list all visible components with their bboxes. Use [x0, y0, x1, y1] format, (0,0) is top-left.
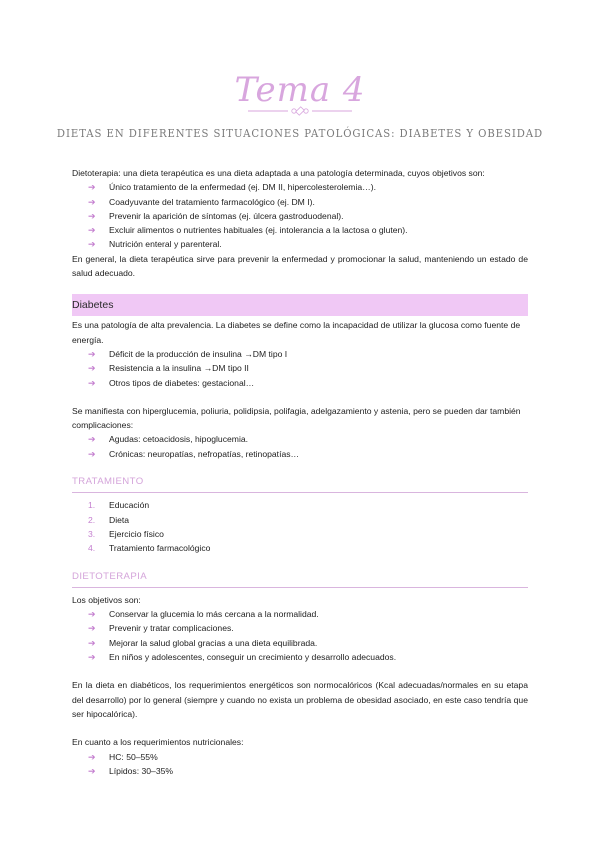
- list-item: 4. Tratamiento farmacológico: [88, 543, 211, 554]
- requirements-list: [72, 750, 528, 779]
- list-item: ➔ Lípidos: 30–35%: [72, 764, 528, 778]
- diet-paragraph: En la dieta en diabéticos, los requerimientos energéticos son normocalóricos (Kcal adecuadas/normales en su etapa del desarrollo) por lo general (siempre y cuando no exista un problema de obesidad asociado, en este caso tendría que ser hipocalórica).: [72, 680, 528, 719]
- arrow-right-icon: ➔: [88, 652, 96, 663]
- arrow-right-icon: ➔: [88, 751, 96, 762]
- list-item: 3. Ejercicio físico: [88, 528, 164, 539]
- list-item: ➔ Resistencia a la insulina →DM tipo II: [72, 361, 528, 375]
- list-item: ➔ En niños y adolescentes, conseguir un crecimiento y desarrollo adecuados.: [72, 650, 528, 664]
- arrow-right-icon: ➔: [88, 182, 96, 193]
- arrow-right-icon: ➔: [88, 609, 96, 620]
- arrow-right-icon: ➔: [88, 448, 96, 459]
- arrow-right-icon: ➔: [88, 363, 96, 374]
- list-item: ➔ Prevenir la aparición de síntomas (ej. úlcera gastroduodenal).: [72, 209, 528, 223]
- arrow-right-icon: ➔: [88, 377, 96, 388]
- list-item: 1. Educación: [88, 500, 150, 511]
- objectives-list: [72, 607, 528, 664]
- list-item: ➔ Excluir alimentos o nutrientes habituales (ej. intolerancia a la lactosa o gluten).: [72, 223, 528, 237]
- list-item: ➔ Crónicas: neuropatías, nefropatías, retinopatías…: [72, 447, 528, 461]
- page-subtitle: DIETAS EN DIFERENTES SITUACIONES PATOLÓGICAS: DIABETES Y OBESIDAD: [56, 127, 544, 140]
- arrow-right-icon: ➔: [88, 239, 96, 250]
- document-body: [72, 166, 528, 778]
- list-item: 2. Dieta: [88, 514, 130, 525]
- arrow-right-icon: ➔: [88, 765, 96, 776]
- list-item: ➔ Mejorar la salud global gracias a una dieta equilibrada.: [72, 636, 528, 650]
- arrow-right-icon: ➔: [88, 623, 96, 634]
- arrow-right-icon: ➔: [88, 196, 96, 207]
- intro-closing: En general, la dieta terapéutica sirve para prevenir la enfermedad y promocionar la salud, manteniendo un estado de salud adecuado.: [72, 253, 528, 279]
- list-item: ➔ Conservar la glucemia lo más cercana a la normalidad.: [72, 607, 528, 621]
- section-heading-diabetes: Diabetes: [72, 294, 528, 316]
- list-item: ➔ Déficit de la producción de insulina →DM tipo I: [72, 347, 528, 361]
- list-item: ➔ Coadyuvante del tratamiento farmacológico (ej. DM I).: [72, 195, 528, 209]
- arrow-right-icon: ➔: [88, 210, 96, 221]
- list-item: ➔ Prevenir y tratar complicaciones.: [72, 621, 528, 635]
- diabetes-manifest: Se manifiesta con hiperglucemia, poliuria, polidipsia, polifagia, adelgazamiento y astenia, pero se pueden dar también complicaciones:: [72, 405, 521, 431]
- list-item: ➔ HC: 50–55%: [72, 750, 528, 764]
- diabetes-types-list: [72, 347, 528, 390]
- complications-list: [72, 432, 528, 461]
- intro-text: Dietoterapia: una dieta terapéutica es una dieta adaptada a una patología determinada, cuyos objetivos son:: [72, 168, 485, 178]
- list-item: ➔ Nutrición enteral y parenteral.: [72, 237, 528, 251]
- list-item: ➔ Único tratamiento de la enfermedad (ej. DM II, hipercolesterolemia…).: [72, 180, 528, 194]
- requirements-label: En cuanto a los requerimientos nutricionales:: [72, 737, 244, 748]
- diabetes-definition: Es una patología de alta prevalencia. La diabetes se define como la incapacidad de utilizar la glucosa como fuente de energía.: [72, 320, 521, 345]
- arrow-right-icon: ➔: [88, 348, 96, 359]
- arrow-right-icon: ➔: [88, 225, 96, 236]
- tratamiento-list: [72, 498, 528, 555]
- section-heading-tratamiento: TRATAMIENTO: [72, 475, 528, 493]
- list-item: ➔ Agudas: cetoacidosis, hipoglucemia.: [72, 432, 528, 446]
- intro-list: [72, 180, 528, 251]
- ornament-divider: [248, 106, 352, 116]
- arrow-right-icon: ➔: [88, 434, 96, 445]
- arrow-right-icon: ➔: [88, 637, 96, 648]
- list-item: ➔ Otros tipos de diabetes: gestacional…: [72, 376, 528, 390]
- section-heading-dietoterapia: DIETOTERAPIA: [72, 570, 528, 588]
- objectives-label: Los objetivos son:: [72, 594, 141, 605]
- page-title: Tema 4: [234, 70, 366, 110]
